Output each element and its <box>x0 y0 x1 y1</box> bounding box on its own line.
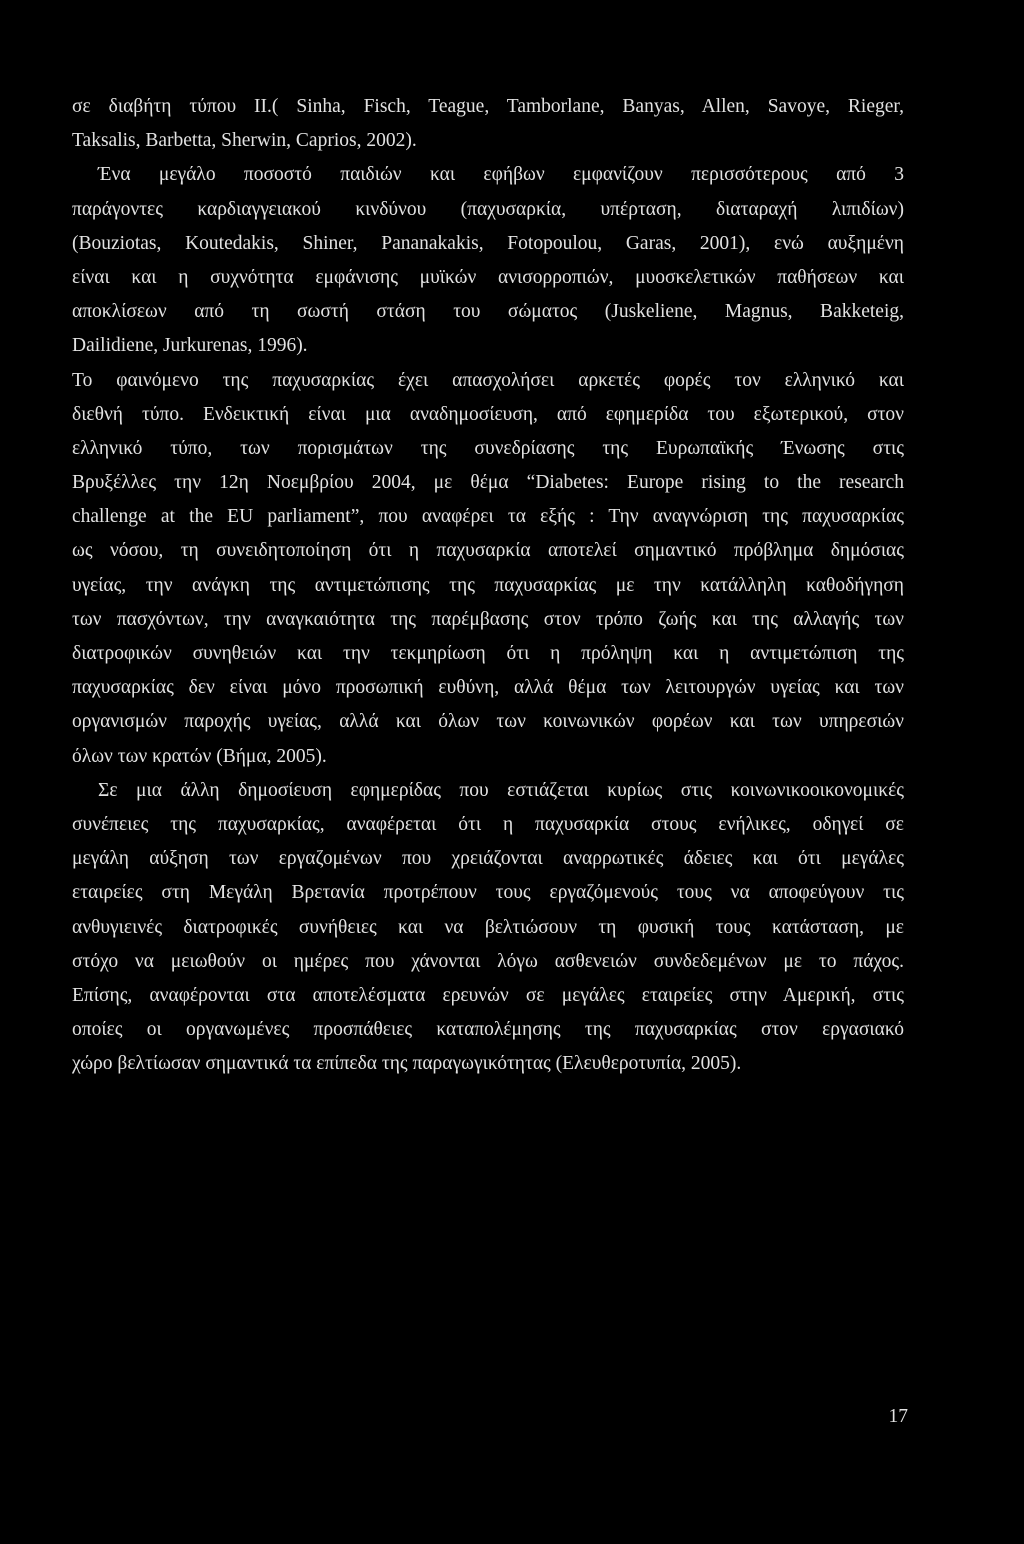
text-line-2: Taksalis, Barbetta, Sherwin, Caprios, 2002). <box>72 130 417 152</box>
document-page <box>72 90 904 1081</box>
text-line-14: ως νόσου, τη συνειδητοποίηση ότι η παχυσαρκία αποτελεί σημαντικό πρόβλημα δημόσιας <box>72 540 904 562</box>
text-line-13: challenge at the EU parliament”, που αναφέρει τα εξής : Την αναγνώριση της παχυσαρκίας <box>72 506 904 528</box>
text-line-11: ελληνικό τύπο, των πορισμάτων της συνεδρίασης της Ευρωπαϊκής Ένωσης στις <box>72 437 904 459</box>
text-line-16: των πασχόντων, την αναγκαιότητα της παρέμβασης στον τρόπο ζωής και της αλλαγής των <box>72 608 904 630</box>
text-line-12: Βρυξέλλες την 12η Νοεμβρίου 2004, με θέμα “Diabetes: Europe rising to the research <box>72 472 904 494</box>
text-line-8: Dailidiene, Jurkurenas, 1996). <box>72 335 308 357</box>
text-line-25: ανθυγιεινές διατροφικές συνήθειες και να βελτιώσουν τη φυσική τους κατάσταση, με <box>72 916 904 938</box>
text-line-7: αποκλίσεων από τη σωστή στάση του σώματος (Juskeliene, Magnus, Bakketeig, <box>72 301 904 323</box>
text-line-3: Ένα μεγάλο ποσοστό παιδιών και εφήβων εμφανίζουν περισσότερους από 3 <box>98 164 904 186</box>
text-line-23: μεγάλη αύξηση των εργαζομένων που χρειάζονται αναρρωτικές άδειες και ότι μεγάλες <box>72 848 904 870</box>
text-line-15: υγείας, την ανάγκη της αντιμετώπισης της παχυσαρκίας με την κατάλληλη καθοδήγηση <box>72 574 904 596</box>
text-line-26: στόχο να μειωθούν οι ημέρες που χάνονται λόγω ασθενειών συνδεδεμένων με το πάχος. <box>72 950 904 972</box>
text-line-28: οποίες οι οργανωμένες προσπάθειες καταπολέμησης της παχυσαρκίας στον εργασιακό <box>72 1019 904 1041</box>
text-line-1: σε διαβήτη τύπου ΙΙ.( Sinha, Fisch, Teague, Tamborlane, Banyas, Allen, Savoye, Rieger, <box>72 96 904 117</box>
text-line-17: διατροφικών συνηθειών και την τεκμηρίωση ότι η πρόληψη και η αντιμετώπιση της <box>72 643 904 664</box>
text-line-21: Σε μια άλλη δημοσίευση εφημερίδας που εστιάζεται κυρίως στις κοινωνικοοικονομικές <box>98 779 904 801</box>
text-line-4: παράγοντες καρδιαγγειακού κινδύνου (παχυσαρκία, υπέρταση, διαταραχή λιπιδίων) <box>72 198 904 220</box>
text-line-18: παχυσαρκίας δεν είναι μόνο προσωπική ευθύνη, αλλά θέμα των λειτουργών υγείας και των <box>72 677 904 699</box>
text-line-10: διεθνή τύπο. Ενδεικτική είναι μια αναδημοσίευση, από εφημερίδα του εξωτερικού, στον <box>72 403 904 425</box>
text-line-9: Το φαινόμενο της παχυσαρκίας έχει απασχολήσει αρκετές φορές τον ελληνικό και <box>72 369 904 391</box>
text-line-5: (Bouziotas, Koutedakis, Shiner, Pananakakis, Fotopoulou, Garas, 2001), ενώ αυξημένη <box>72 232 904 254</box>
text-line-19: οργανισμών παροχής υγείας, αλλά και όλων των κοινωνικών φορέων και των υπηρεσιών <box>72 711 904 733</box>
text-line-6: είναι και η συχνότητα εμφάνισης μυϊκών ανισορροπιών, μυοσκελετικών παθήσεων και <box>72 266 904 288</box>
page-number: 17 <box>888 1406 908 1427</box>
text-line-24: εταιρείες στη Μεγάλη Βρετανία προτρέπουν τους εργαζόμενούς τους να αποφεύγουν τις <box>72 882 904 904</box>
text-line-29: χώρο βελτίωσαν σημαντικά τα επίπεδα της παραγωγικότητας (Ελευθεροτυπία, 2005). <box>72 1053 742 1075</box>
text-line-20: όλων των κρατών (Βήμα, 2005). <box>72 745 327 767</box>
text-line-27: Επίσης, αναφέρονται στα αποτελέσματα ερευνών σε μεγάλες εταιρείες στην Αμερική, στις <box>72 984 904 1006</box>
text-line-22: συνέπειες της παχυσαρκίας, αναφέρεται ότι η παχυσαρκία στους ενήλικες, οδηγεί σε <box>72 813 904 835</box>
